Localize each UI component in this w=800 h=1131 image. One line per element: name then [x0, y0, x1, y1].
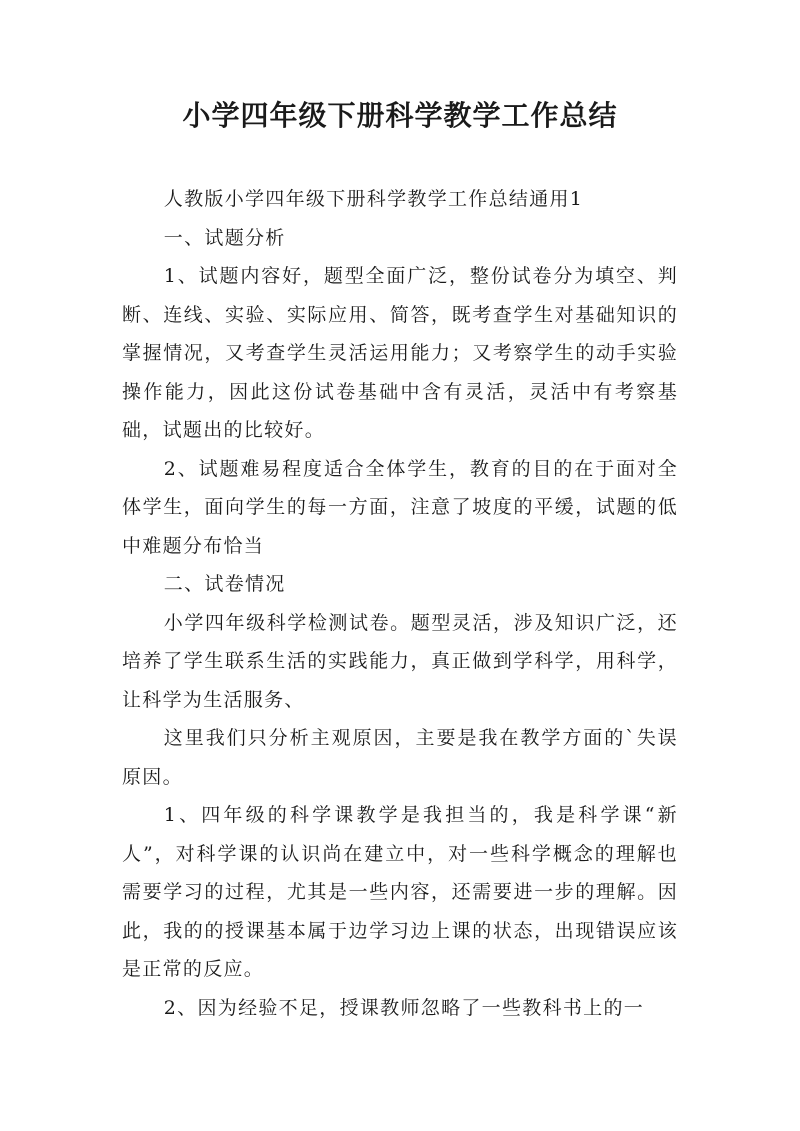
- paragraph: 1、四年级的科学课教学是我担当的，我是科学课“新人”，对科学课的认识尚在建立中，对一些科学概念的理解也需要学习的过程，尤其是一些内容，还需要进一步的理解。因此，我的的授课基本属于边学习边上课的状态，出现错误应该是正常的反应。: [122, 804, 678, 980]
- document-title: 小学四年级下册科学教学工作总结: [182, 99, 618, 132]
- paragraph: 1、试题内容好，题型全面广泛，整份试卷分为填空、判断、连线、实验、实际应用、简答，既考查学生对基础知识的掌握情况，又考查学生灵活运用能力；又考察学生的动手实验操作能力，因此这份试卷基础中含有灵活，灵活中有考察基础，试题出的比较好。: [122, 265, 678, 441]
- paragraph: 2、试题难易程度适合全体学生，教育的目的在于面对全体学生，面向学生的每一方面，注意了坡度的平缓，试题的低中难题分布恰当: [122, 457, 678, 557]
- paragraph: 这里我们只分析主观原因，主要是我在教学方面的`失误原因。: [122, 727, 678, 788]
- document-body: [122, 180, 678, 1027]
- section-heading-test-analysis: 一、试题分析: [163, 226, 286, 249]
- paragraph: 小学四年级科学检测试卷。题型灵活，涉及知识广泛，还培养了学生联系生活的实践能力，真正做到学科学，用科学，让科学为生活服务、: [122, 611, 678, 711]
- paragraph: 2、因为经验不足，授课教师忽略了一些教科书上的一: [163, 996, 645, 1019]
- section-heading-paper-situation: 二、试卷情况: [163, 573, 286, 595]
- paragraph-heading: 人教版小学四年级下册科学教学工作总结通用1: [163, 188, 584, 210]
